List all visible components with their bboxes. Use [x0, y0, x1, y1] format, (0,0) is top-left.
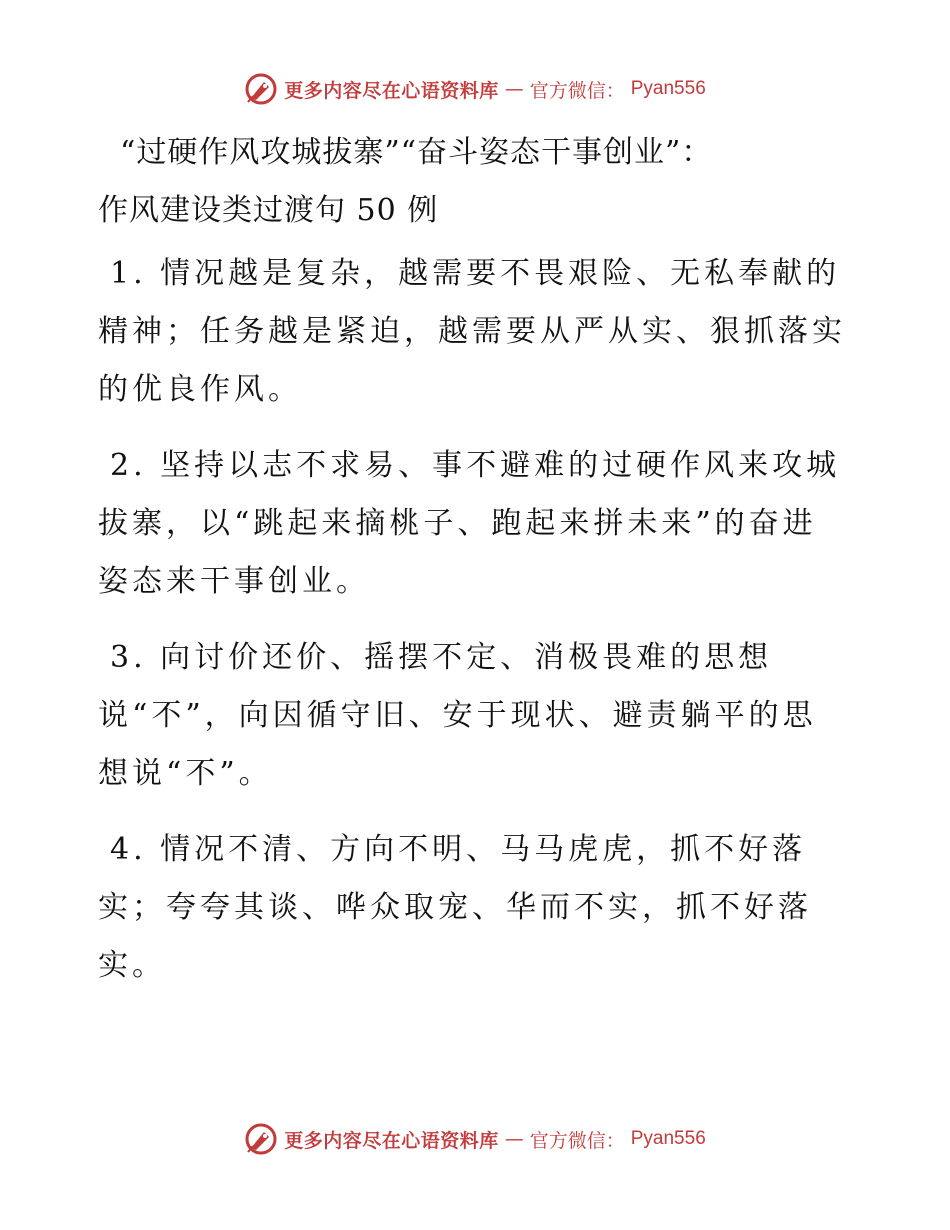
pen-nib-logo-icon	[244, 72, 278, 106]
watermark-wechat-label: 官方微信：	[529, 1129, 625, 1152]
page-title	[98, 124, 878, 240]
watermark-dash: —	[504, 1128, 524, 1150]
watermark-site-text: 更多内容尽在心语资料库	[284, 79, 499, 102]
item-line: 想说“不”。	[98, 756, 273, 791]
footer-watermark	[0, 1122, 950, 1156]
title-line: “过硬作风攻城拔寨”“奋斗姿态干事创业”：	[120, 135, 713, 170]
item-line: 3. 向讨价还价、摇摆不定、消极畏难的思想	[110, 640, 773, 675]
list-item	[98, 245, 858, 419]
header-watermark	[0, 72, 950, 106]
list-item	[98, 437, 858, 611]
item-line: 拔寨，以“跳起来摘桃子、跑起来拼未来”的奋进	[98, 506, 817, 541]
item-line: 的优良作风。	[98, 372, 302, 407]
watermark-dash: —	[504, 78, 524, 100]
item-list	[98, 245, 858, 1013]
title-line: 作风建设类过渡句 50 例	[98, 193, 439, 228]
watermark-wechat-label: 官方微信：	[529, 79, 625, 102]
item-line: 姿态来干事创业。	[98, 564, 370, 599]
item-line: 4. 情况不清、方向不明、马马虎虎，抓不好落	[110, 832, 807, 867]
list-item	[98, 821, 858, 995]
item-line: 1. 情况越是复杂，越需要不畏艰险、无私奉献的	[110, 256, 841, 291]
item-line: 实。	[98, 948, 166, 983]
watermark-site-text: 更多内容尽在心语资料库	[284, 1129, 499, 1152]
list-item	[98, 629, 858, 803]
watermark-wechat-id: Pyan556	[630, 1128, 706, 1149]
item-line: 说“不”，向因循守旧、安于现状、避责躺平的思	[98, 698, 817, 733]
pen-nib-logo-icon	[244, 1122, 278, 1156]
watermark-wechat-id: Pyan556	[630, 78, 706, 99]
item-line: 实；夸夸其谈、哗众取宠、华而不实，抓不好落	[98, 890, 812, 925]
item-line: 精神；任务越是紧迫，越需要从严从实、狠抓落实	[98, 314, 846, 349]
item-line: 2. 坚持以志不求易、事不避难的过硬作风来攻城	[110, 448, 841, 483]
